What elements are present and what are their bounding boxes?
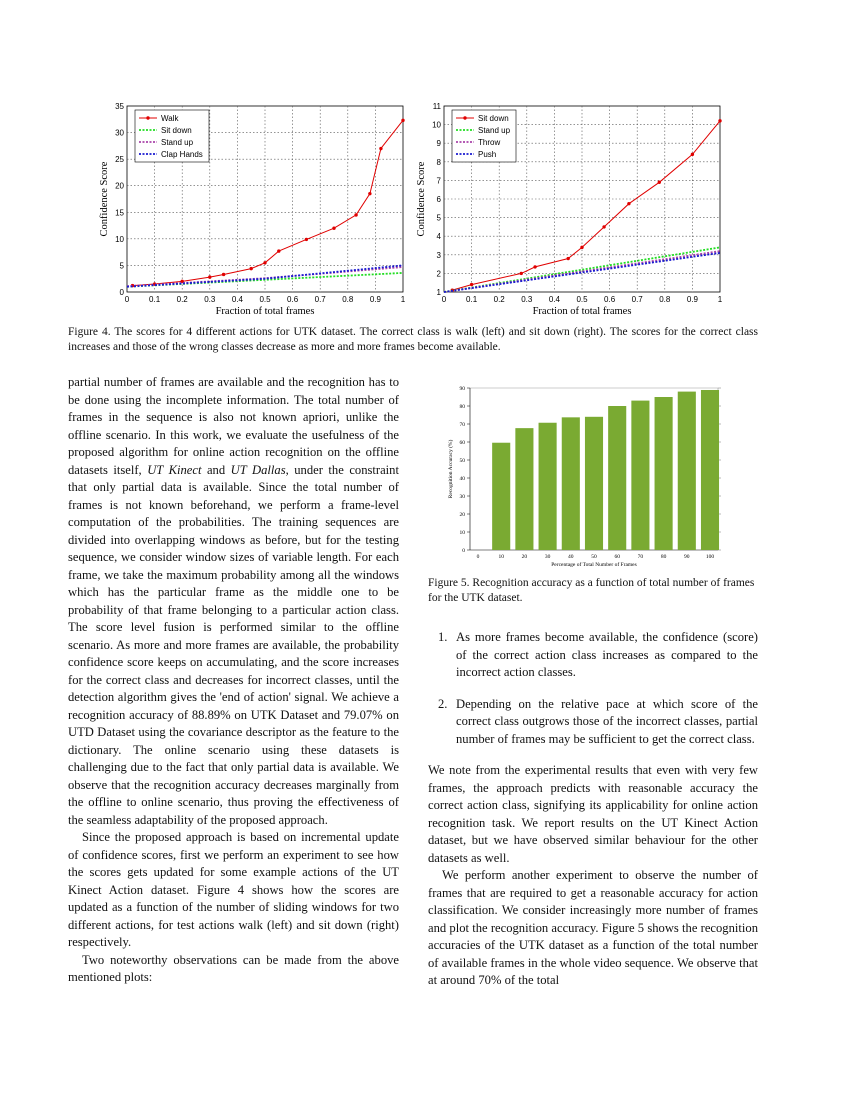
x-tick-label: 0.4 <box>548 295 560 304</box>
y-axis-label: Confidence Score <box>416 161 427 237</box>
right-paragraph-1: We note from the experimental results that even with very few frames, the approach predicts with reasonable accuracy the correct action class, signifying its applicability for online action recognition task. We report results on the UT Kinect Action dataset, but we have observed similar behaviour for the other datasets as well. <box>428 763 758 865</box>
x-tick-label: 30 <box>544 554 551 560</box>
x-tick-label: 0.8 <box>659 295 671 304</box>
data-point <box>208 275 211 278</box>
data-point <box>379 147 382 150</box>
legend-label: Stand up <box>478 126 511 135</box>
x-tick-label: 1 <box>717 295 723 304</box>
y-tick-label: 7 <box>436 176 441 186</box>
data-point <box>354 213 357 216</box>
legend-marker <box>146 116 149 119</box>
y-tick-label: 15 <box>115 208 124 218</box>
y-tick-label: 4 <box>436 232 441 242</box>
left-column <box>68 374 399 987</box>
data-point <box>520 272 523 275</box>
legend-label: Stand up <box>161 138 194 147</box>
data-point <box>250 267 253 270</box>
y-tick-label: 0 <box>462 548 465 554</box>
x-tick-label: 60 <box>614 554 620 560</box>
y-tick-label: 0 <box>119 288 124 297</box>
bar <box>492 443 510 550</box>
x-tick-label: 10 <box>498 554 504 560</box>
x-tick-label: 0.7 <box>314 295 326 304</box>
legend-label: Walk <box>161 114 179 123</box>
x-tick-label: 0 <box>441 295 447 304</box>
x-axis-label: Fraction of total frames <box>215 306 315 317</box>
x-tick-label: 0.6 <box>287 295 299 304</box>
x-tick-label: 0.1 <box>149 295 161 304</box>
data-point <box>263 261 266 264</box>
data-point <box>602 225 605 228</box>
x-tick-label: 0.2 <box>493 295 505 304</box>
data-point <box>305 238 308 241</box>
x-tick-label: 100 <box>705 554 715 560</box>
left-paragraph-1: partial number of frames are available and the recognition has to be done using the incomplete information. The total number of frames in the sequence is also not known apriori, unlike the offline scenario. In this work, we evaluate the usefulness of the proposed algorithm for online action recognition on the offline datasets itself, UT Kinect and UT Dallas, under the constraint that only partial data is available. Since the total number of frames is not known beforehand, we perform a frame-level computation of the probabilities. The training sequences are divided into overlapping windows as before, but for the testing sequence, we consider window sizes of variable length. For each frame, we take the maximum probability among all the windows which has the particular frame as the middle one to be probability of that frame belonging to a particular action class. The score level fusion is performed similar to the offline scenario. As more and more frames are available, the probability confidence score keeps on accumulating, and the score increases for the correct class and decreases for incorrect classes, until the detection algorithm gives the 'end of action' signal. We achieve a recognition accuracy of 88.89% on UTK Dataset and 79.07% on UTD Dataset using the covariance descriptor as the feature to the dictionary. The online scenario using these datasets is challenging due to the fact that only partial data is available. We observe that the recognition accuracy decreases marginally from the offline to online scenario, thus proving the effectiveness of the seamless adaptability of the proposed approach. <box>68 375 399 827</box>
bar <box>701 390 719 550</box>
y-tick-label: 2 <box>436 269 441 279</box>
legend-label: Throw <box>478 138 501 147</box>
legend-label: Sit down <box>161 126 192 135</box>
x-axis-label: Percentage of Total Number of Frames <box>551 562 637 568</box>
left-paragraph-2: Since the proposed approach is based on incremental update of confidence scores, first we perform an experiment to see how the scores gets updated for some example actions of the UT Kinect Action dataset. Figure 4 shows how the scores are updated as a function of the number of sliding windows for two different actions, for test actions walk (left) and sit down (right) respectively. <box>68 830 399 949</box>
x-tick-label: 0.5 <box>576 295 588 304</box>
y-tick-label: 3 <box>436 250 441 260</box>
y-tick-label: 11 <box>432 102 441 111</box>
y-tick-label: 9 <box>436 139 441 149</box>
y-tick-label: 30 <box>459 494 465 500</box>
x-tick-label: 0.1 <box>466 295 478 304</box>
left-paragraph-3: Two noteworthy observations can be made from the above mentioned plots: <box>68 952 399 984</box>
x-tick-label: 0 <box>476 554 480 560</box>
data-point <box>277 249 280 252</box>
y-tick-label: 6 <box>436 195 441 204</box>
data-point <box>691 153 694 156</box>
data-point <box>222 273 225 276</box>
y-axis-label: Recognition Accuracy (%) <box>448 439 454 499</box>
data-point <box>567 257 570 260</box>
y-tick-label: 20 <box>115 181 124 191</box>
x-tick-label: 0.9 <box>369 295 381 304</box>
right-column <box>428 629 758 990</box>
legend-label: Sit down <box>478 114 509 123</box>
figure5-bar-chart <box>440 380 740 572</box>
y-tick-label: 5 <box>119 261 124 271</box>
data-point <box>580 246 583 249</box>
x-tick-label: 0 <box>124 295 130 304</box>
y-tick-label: 90 <box>459 386 465 392</box>
x-tick-label: 0.7 <box>631 295 643 304</box>
x-axis-label: Fraction of total frames <box>532 306 632 317</box>
y-tick-label: 70 <box>459 422 465 428</box>
x-tick-label: 0.4 <box>231 295 243 304</box>
y-tick-label: 50 <box>459 458 465 464</box>
x-tick-label: 0.5 <box>259 295 271 304</box>
y-tick-label: 1 <box>436 288 441 297</box>
right-paragraph-2: We perform another experiment to observe the number of frames that are required to get a reasonable accuracy for action classification. We consider increasingly more number of frames and plot the recognition accuracy. Figure 5 shows the recognition accuracies of the UTK dataset as a function of the total number of available frames in the whole video sequence. We observe that at around 70% of the total <box>428 868 758 987</box>
x-tick-label: 20 <box>521 554 528 560</box>
x-tick-label: 0.3 <box>204 295 216 304</box>
x-tick-label: 1 <box>400 295 406 304</box>
bar <box>515 428 533 550</box>
y-tick-label: 25 <box>115 155 124 165</box>
bar <box>655 397 673 550</box>
legend-marker <box>463 116 466 119</box>
list-item: 1. As more frames become available, the confidence (score) of the correct action class increases as compared to the incorrect action classes. <box>438 630 758 679</box>
x-tick-label: 50 <box>591 554 597 560</box>
figure4-caption: Figure 4. The scores for 4 different actions for UTK dataset. The correct class is walk (left) and sit down (right). The scores for the correct class increases and those of the wrong classes decrease as more and more frames become available. <box>68 326 758 353</box>
x-tick-label: 0.6 <box>604 295 616 304</box>
figure5-caption: Figure 5. Recognition accuracy as a function of total number of frames for the UTK dataset. <box>428 577 755 604</box>
legend-label: Push <box>478 150 497 159</box>
x-tick-label: 0.8 <box>342 295 354 304</box>
data-point <box>533 265 536 268</box>
data-point <box>718 119 721 122</box>
y-tick-label: 10 <box>115 234 124 244</box>
y-tick-label: 10 <box>459 530 465 536</box>
y-tick-label: 40 <box>459 476 465 482</box>
x-tick-label: 0.9 <box>686 295 698 304</box>
bar <box>585 417 603 550</box>
data-point <box>658 181 661 184</box>
data-point <box>368 192 371 195</box>
y-tick-label: 20 <box>459 512 465 518</box>
legend-label: Clap Hands <box>161 150 203 159</box>
y-tick-label: 8 <box>436 157 441 167</box>
data-point <box>627 202 630 205</box>
y-tick-label: 80 <box>459 404 465 410</box>
y-tick-label: 60 <box>459 440 465 446</box>
figure4-right-chart <box>412 98 732 320</box>
x-tick-label: 80 <box>660 554 667 560</box>
list-item: 2. Depending on the relative pace at which score of the correct class outgrows those of the incorrect classes, partial number of frames may be sufficient to get the correct class. <box>438 696 758 746</box>
x-tick-label: 40 <box>568 554 574 560</box>
data-point <box>401 119 404 122</box>
bar <box>608 406 626 550</box>
y-tick-label: 10 <box>432 120 441 130</box>
data-point <box>470 283 473 286</box>
x-tick-label: 0.3 <box>521 295 533 304</box>
bar <box>539 423 557 550</box>
x-tick-label: 90 <box>684 554 690 560</box>
data-point <box>332 227 335 230</box>
y-tick-label: 30 <box>115 128 124 138</box>
x-tick-label: 70 <box>637 554 644 560</box>
figure4-left-chart <box>95 98 415 320</box>
x-tick-label: 0.2 <box>176 295 188 304</box>
bar <box>562 417 580 550</box>
y-tick-label: 5 <box>436 213 441 223</box>
bar <box>678 392 696 550</box>
y-tick-label: 35 <box>115 102 124 111</box>
y-axis-label: Confidence Score <box>99 161 110 237</box>
observations-list <box>428 629 758 748</box>
bar <box>631 401 649 550</box>
